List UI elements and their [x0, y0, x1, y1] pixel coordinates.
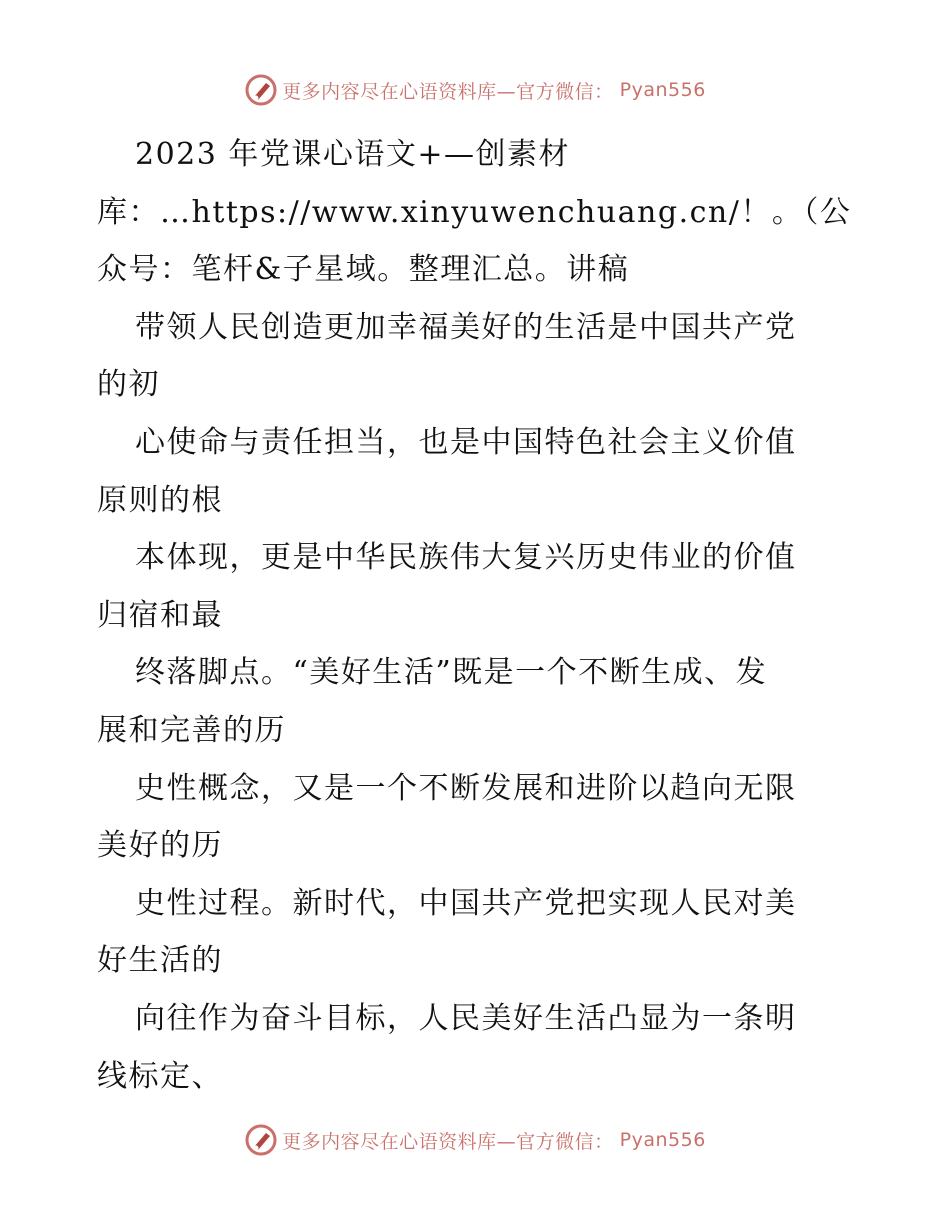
- footer-watermark-banner: [0, 1120, 950, 1160]
- text-line: 众号：笔杆&子星域。整理汇总。讲稿: [97, 252, 630, 288]
- text-line: 史性过程。新时代，中国共产党把实现人民对美: [135, 885, 797, 921]
- text-line: 史性概念，又是一个不断发展和进阶以趋向无限: [135, 770, 797, 806]
- text-line: 展和完善的历: [97, 712, 286, 748]
- header-watermark-banner: [0, 70, 950, 110]
- text-line: 美好的历: [97, 828, 223, 864]
- document-body: [97, 126, 857, 1105]
- text-line: 本体现，更是中华民族伟大复兴历史伟业的价值: [135, 540, 797, 576]
- text-line: 终落脚点。“美好生活”既是一个不断生成、发: [135, 655, 768, 691]
- text-line: 库：…https://www.xinyuwenchuang.cn/！。（公: [97, 194, 852, 230]
- text-line: 线标定、: [97, 1058, 223, 1094]
- pen-nib-circle-icon: [244, 73, 278, 107]
- text-line: 带领人民创造更加幸福美好的生活是中国共产党: [135, 309, 797, 345]
- banner-text: 更多内容尽在心语资料库—官方微信：: [282, 1130, 614, 1153]
- text-line: 好生活的: [97, 943, 223, 979]
- text-line: 的初: [97, 367, 160, 403]
- pen-nib-circle-icon: [244, 1123, 278, 1157]
- text-line: 心使命与责任担当，也是中国特色社会主义价值: [135, 424, 797, 460]
- text-line: 归宿和最: [97, 597, 223, 633]
- banner-text: 更多内容尽在心语资料库—官方微信：: [282, 80, 614, 103]
- banner-account: Pyan556: [619, 79, 706, 101]
- text-line: 向往作为奋斗目标，人民美好生活凸显为一条明: [135, 1000, 797, 1036]
- text-line: 2023 年党课心语文+—创素材: [135, 137, 571, 172]
- banner-account: Pyan556: [619, 1129, 706, 1151]
- text-line: 原则的根: [97, 482, 223, 518]
